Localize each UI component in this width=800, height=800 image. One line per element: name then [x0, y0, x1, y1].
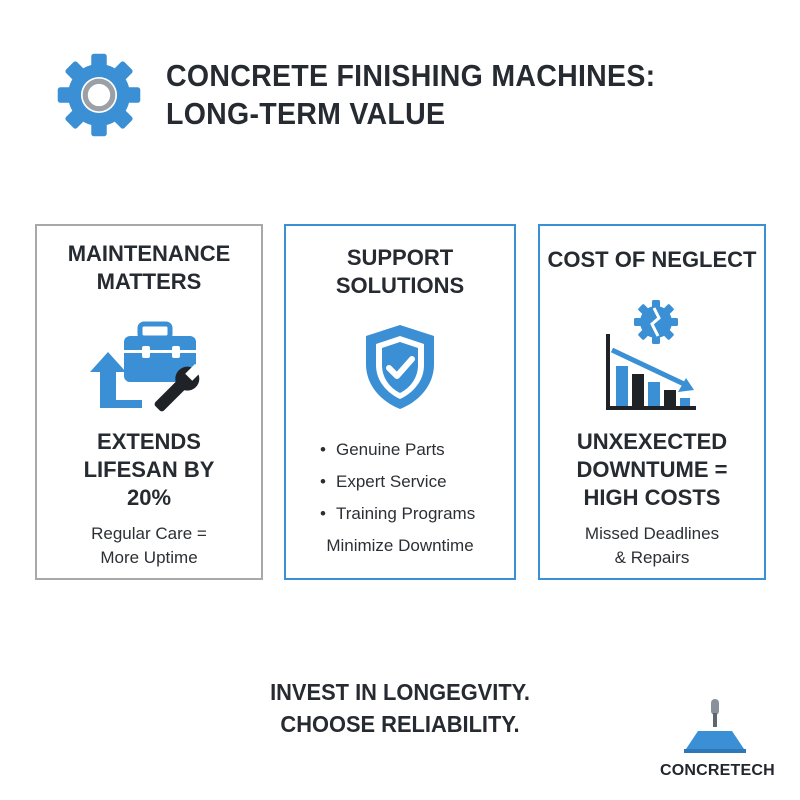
- support-list: [320, 434, 475, 530]
- title-line-1: CONCRETE FINISHING MACHINES:: [166, 58, 656, 93]
- card-subtext: Missed Deadlines & Repairs: [584, 524, 720, 567]
- shield-check-icon: [362, 322, 438, 412]
- card-stat: UNXEXECTED DOWNTUME = HIGH COSTS: [576, 429, 728, 510]
- page-header: [56, 52, 698, 138]
- broken-gear-declining-chart-icon: [602, 298, 702, 414]
- card-heading: MAINTENANCE MATTERS: [67, 241, 231, 294]
- card-stat: EXTENDS LIFESAN BY 20%: [83, 429, 215, 510]
- gear-icon: [56, 52, 142, 138]
- trowel-logo-icon: [680, 697, 750, 755]
- title-line-2: LONG-TERM VALUE: [166, 96, 446, 131]
- card-heading: SUPPORT SOLUTIONS: [335, 245, 465, 298]
- card-neglect: [538, 224, 766, 580]
- list-item: • Training Programs: [320, 498, 475, 530]
- card-maintenance: [35, 224, 263, 580]
- list-item: • Expert Service: [320, 466, 475, 498]
- toolbox-wrench-arrow-icon: [84, 320, 214, 420]
- list-item: • Genuine Parts: [320, 434, 475, 466]
- tagline: INVEST IN LONGEGVITY. CHOOSE RELIABILITY.: [270, 679, 530, 737]
- card-subtext: Regular Care = More Uptime: [91, 524, 207, 567]
- card-subtext: Minimize Downtime: [326, 536, 474, 555]
- page-title: [166, 57, 655, 133]
- logo-text: CONCRETECH: [660, 762, 775, 779]
- card-heading: COST OF NEGLECT: [547, 247, 757, 272]
- card-support: [284, 224, 516, 580]
- brand-logo: [660, 697, 775, 780]
